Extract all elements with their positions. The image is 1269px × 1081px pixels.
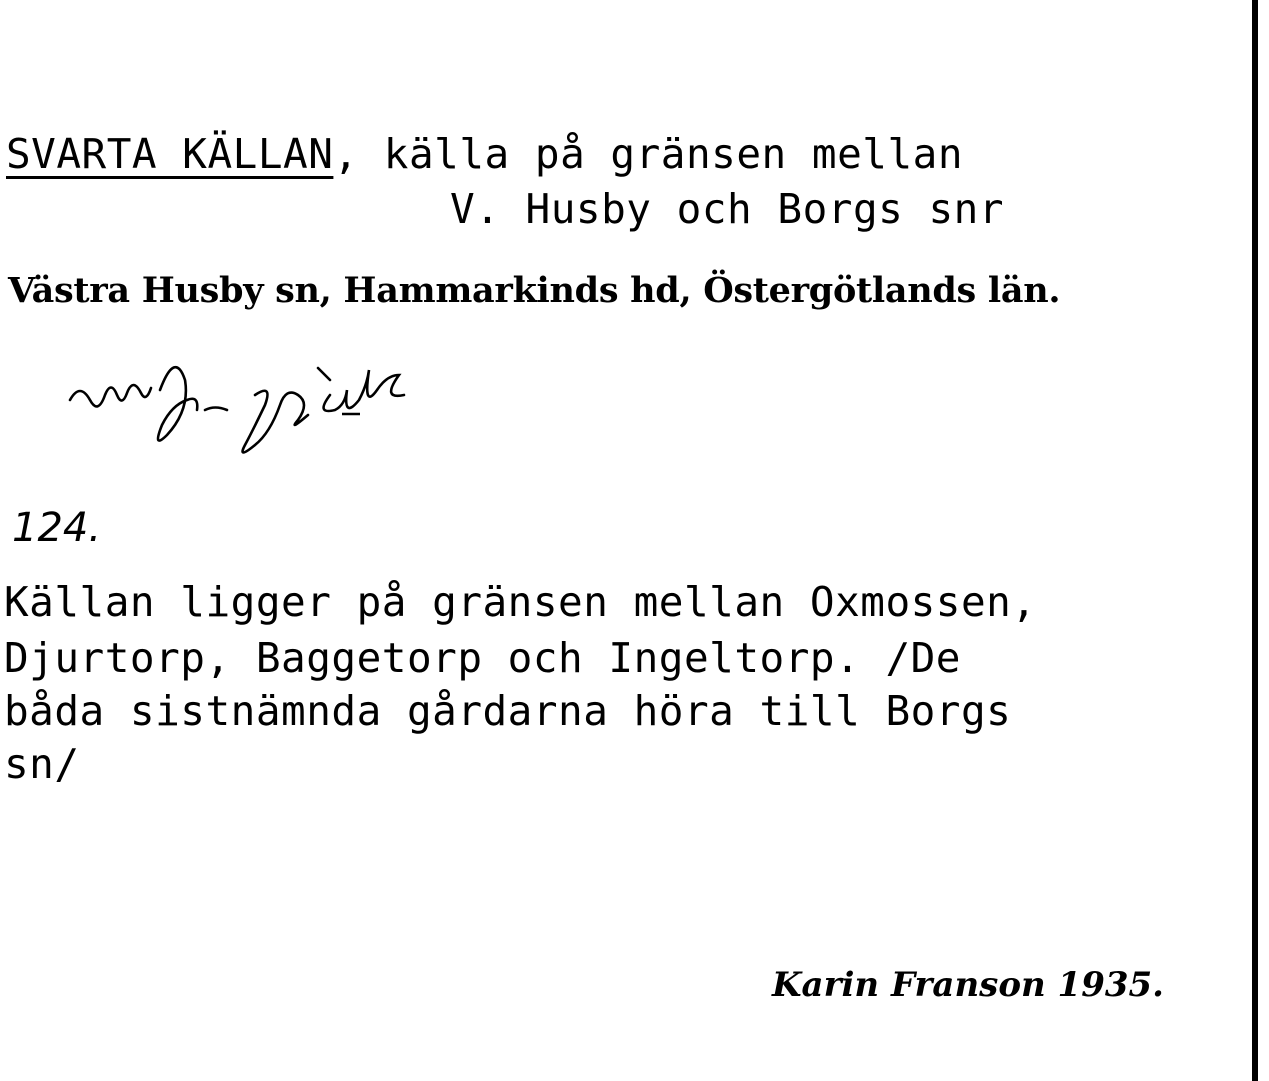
definition-line-2: V. Husby och Borgs snr: [450, 185, 1005, 233]
description-line: Djurtorp, Baggetorp och Ingeltorp. /De: [4, 634, 961, 682]
description-line: Källan ligger på gränsen mellan Oxmossen,: [4, 578, 1037, 626]
location-line: Västra Husby sn, Hammarkinds hd, Östergötlands län.: [8, 270, 1061, 311]
description-line: sn/: [4, 740, 80, 788]
headword: SVARTA KÄLLAN: [6, 130, 334, 178]
definition-line-1: , källa på gränsen mellan: [333, 130, 964, 178]
description-line: båda sistnämnda gårdarna höra till Borgs: [4, 687, 1012, 735]
headword-line: [6, 128, 963, 180]
signature: Karin Franson 1935.: [772, 965, 1165, 1005]
handwritten-dialect-form: [60, 340, 440, 460]
card-edge-border: [1252, 0, 1258, 1081]
reference-number: 124.: [12, 505, 102, 551]
